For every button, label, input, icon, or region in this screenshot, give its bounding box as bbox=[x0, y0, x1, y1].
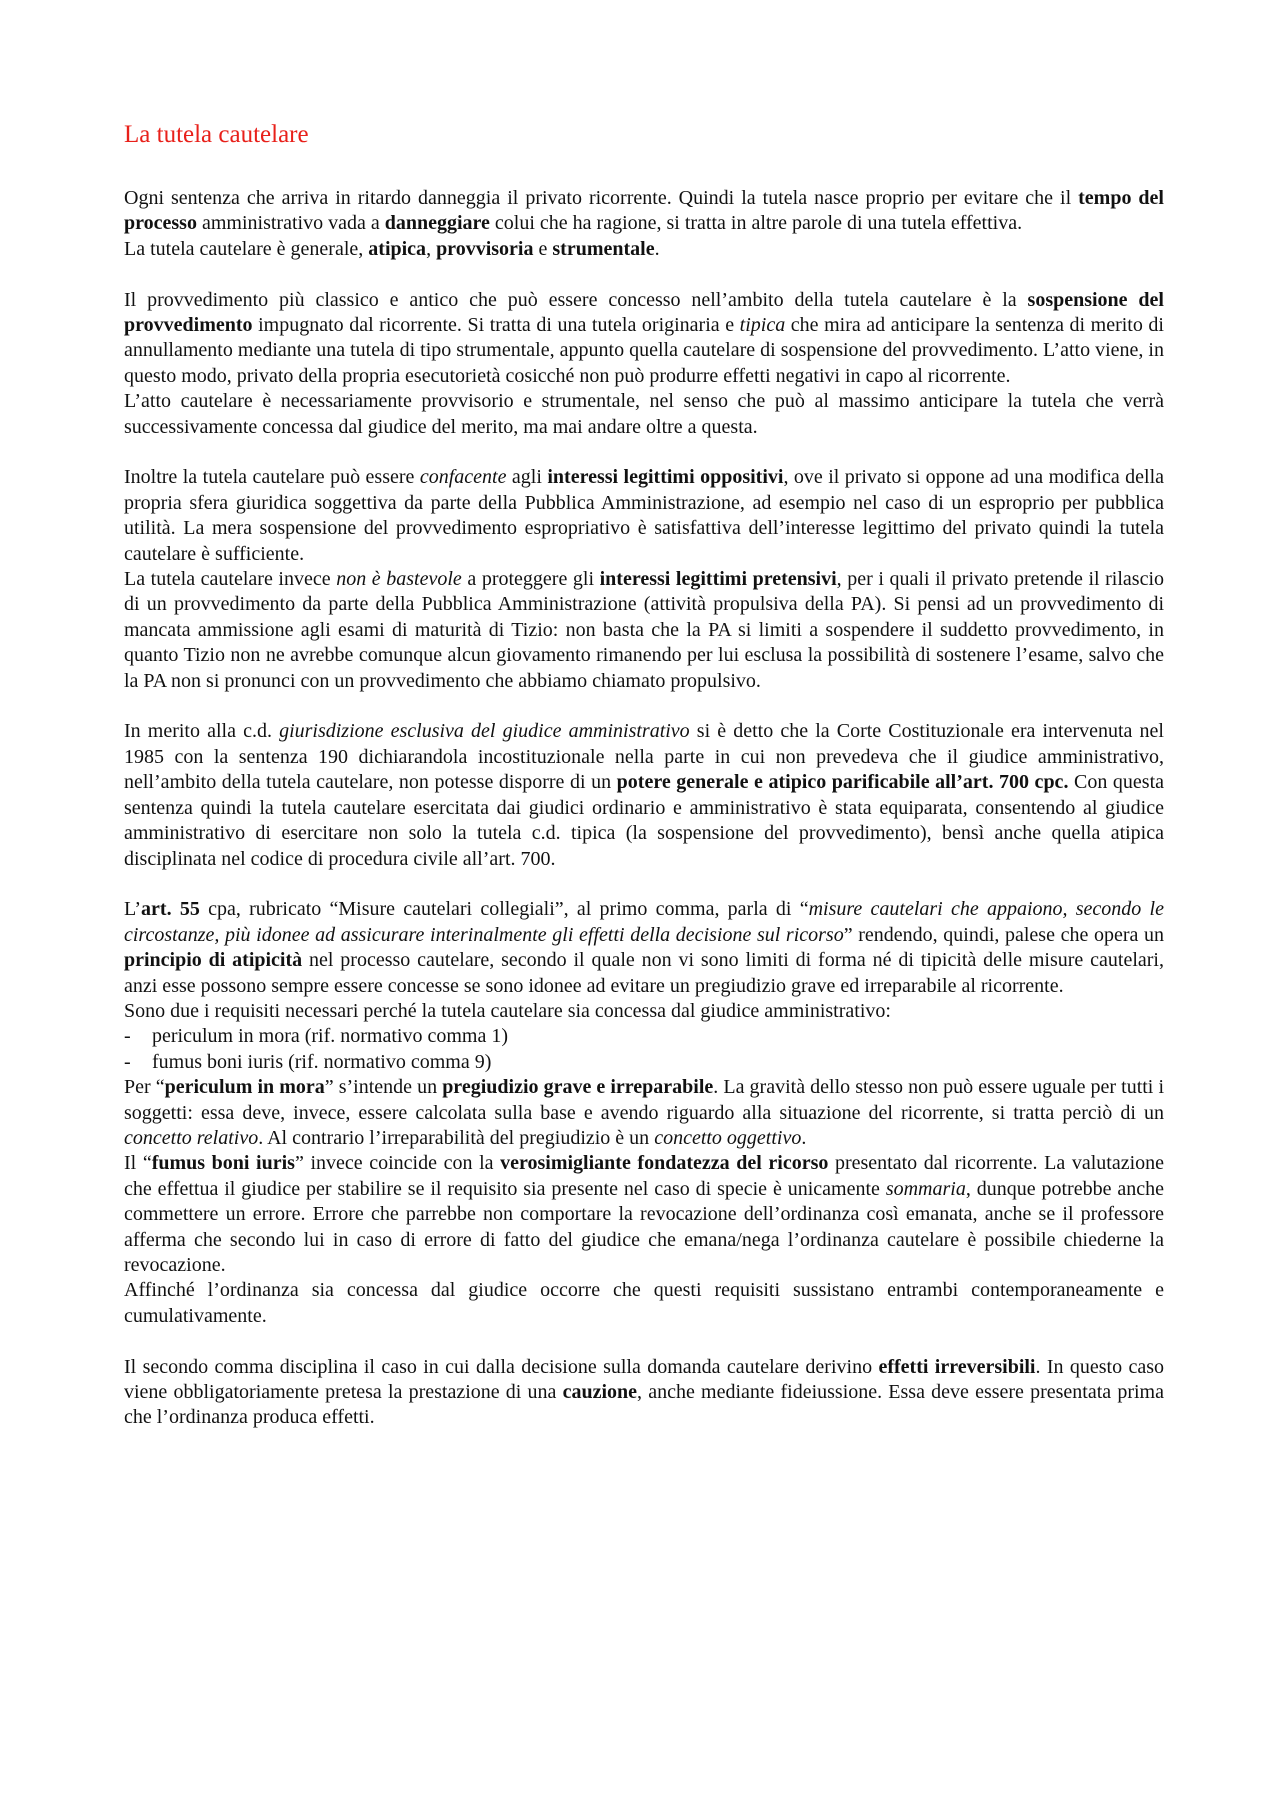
paragraph-art-55: L’art. 55 cpa, rubricato “Misure cautelari collegiali”, al primo comma, parla di “misure cautelari che appaiono, secondo le circostanze, più idonee ad assicurare interinalmente gli effetti della decisione sul ricorso” rendendo, quindi, palese che opera un principio di atipicità nel processo cautelare, secondo il quale non vi sono limiti di forma né di tipicità delle misure cautelari, anzi esse possono sempre essere concesse se sono idonee ad evitare un pregiudizio grave ed irreparabile al ricorrente. bbox=[124, 898, 1165, 997]
italic-term: giurisdizione esclusiva del giudice amministrativo bbox=[279, 720, 690, 743]
bold-term: sospensione del provvedimento bbox=[124, 288, 1164, 337]
paragraph-sospensione: Il provvedimento più classico e antico che può essere concesso nell’ambito della tutela cautelare è la sospensione del provvedimento impugnato dal ricorrente. Si tratta di una tutela originaria e tipica che mira ad anticipare la sentenza di merito di annullamento mediante una tutela di tipo strumentale, appunto quella cautelare di sospensione del provvedimento. L’atto viene, in questo modo, privato della propria esecutorietà cosicché non può produrre effetti negativi in capo al ricorrente. bbox=[124, 288, 1164, 387]
page-title: La tutela cautelare bbox=[124, 121, 309, 148]
bold-term: tempo del processo bbox=[124, 187, 1164, 235]
paragraph-oppositivi: Inoltre la tutela cautelare può essere confacente agli interessi legittimi oppositivi, ove il privato si oppone ad una modifica della propria sfera giuridica soggettiva da parte della Pubblica Amministrazione, ad esempio nel caso di un esproprio per pubblica utilità. La mera sospensione del provvedimento espropriativo è satisfattiva dell’interesse legittimo del privato quindi la tutela cautelare è sufficiente. bbox=[124, 466, 1165, 565]
bold-term: effetti irreversibili bbox=[878, 1355, 1036, 1378]
bold-term: principio di atipicità bbox=[124, 949, 303, 972]
bold-term: interessi legittimi oppositivi bbox=[547, 466, 784, 489]
paragraph-cumulativamente: Affinché l’ordinanza sia concessa dal giudice occorre che questi requisiti sussistano entrambi contemporaneamente e cumulativamente. bbox=[124, 1279, 1164, 1327]
italic-term: concetto relativo bbox=[124, 1126, 259, 1149]
paragraph-characteristics: La tutela cautelare è generale, atipica, provvisoria e strumentale. bbox=[124, 237, 660, 260]
bold-term: provvisoria bbox=[436, 237, 534, 260]
bold-term: cauzione bbox=[562, 1381, 638, 1404]
bold-term: periculum in mora bbox=[164, 1076, 325, 1099]
paragraph-fumus: Il “fumus boni iuris” invece coincide con la verosimigliante fondatezza del ricorso presentato dal ricorrente. La valutazione che effettua il giudice per stabilire se il requisito sia presente nel caso di specie è unicamente sommaria, dunque potrebbe anche commettere un errore. Errore che parrebbe non comportare la revocazione dell’ordinanza così emanata, anche se il professore afferma che secondo lui in caso di errore di fatto del giudice che emana/nega l’ordinanza cautelare è possibile chiederne la revocazione. bbox=[124, 1152, 1165, 1276]
bold-term: danneggiare bbox=[384, 212, 490, 235]
list-item bbox=[124, 1050, 1164, 1075]
list-dash: - bbox=[124, 1025, 131, 1048]
paragraph-periculum: Per “periculum in mora” s’intende un pregiudizio grave e irreparabile. La gravità dello stesso non può essere uguale per tutti i soggetti: essa deve, invece, essere calcolata sulla base e avendo riguardo alla situazione del ricorrente, si tratta perciò di un concetto relativo. Al contrario l’irreparabilità del pregiudizio è un concetto oggettivo. bbox=[124, 1076, 1164, 1149]
italic-term: tipica bbox=[739, 314, 786, 337]
list-item bbox=[124, 1024, 1164, 1049]
bold-term: fumus boni iuris bbox=[151, 1152, 295, 1175]
list-item-text: fumus boni iuris (rif. normativo comma 9) bbox=[152, 1050, 492, 1073]
bold-term: strumentale bbox=[552, 237, 655, 260]
italic-term: concetto oggettivo bbox=[654, 1126, 802, 1149]
paragraph-secondo-comma: Il secondo comma disciplina il caso in cui dalla decisione sulla domanda cautelare derivino effetti irreversibili. In questo caso viene obbligatoriamente pretesa la prestazione di una cauzione, anche mediante fideiussione. Essa deve essere presentata prima che l’ordinanza produca effetti. bbox=[124, 1355, 1164, 1429]
bold-term: interessi legittimi pretensivi bbox=[599, 568, 837, 591]
list-dash: - bbox=[124, 1050, 131, 1073]
list-item-text: periculum in mora (rif. normativo comma 1) bbox=[152, 1025, 509, 1048]
bold-term: art. 55 bbox=[141, 898, 200, 921]
italic-quote: misure cautelari che appaiono, secondo le circostanze, più idonee ad assicurare interinalmente gli effetti della decisione sul ricorso bbox=[124, 898, 1164, 946]
bold-term: pregiudizio grave e irreparabile bbox=[442, 1076, 714, 1099]
italic-term: sommaria bbox=[885, 1177, 966, 1200]
italic-term: confacente bbox=[419, 466, 507, 489]
document-body bbox=[124, 186, 1164, 1431]
paragraph-giurisdizione-esclusiva: In merito alla c.d. giurisdizione esclusiva del giudice amministrativo si è detto che la Corte Costituzionale era intervenuta nel 1985 con la sentenza 190 dichiarandola incostituzionale nella parte in cui non prevedeva che il giudice amministrativo, nell’ambito della tutela cautelare, non potesse disporre di un potere generale e atipico parificabile all’art. 700 cpc. Con questa sentenza quindi la tutela cautelare esercitata dai giudici ordinario e amministrativo è stata equiparata, consentendo al giudice amministrativo di esercitare non solo la tutela c.d. tipica (la sospensione del provvedimento), bensì anche quella atipica disciplinata nel codice di procedura civile all’art. 700. bbox=[124, 720, 1165, 870]
paragraph-pretensivi: La tutela cautelare invece non è bastevole a proteggere gli interessi legittimi pretensivi, per i quali il privato pretende il rilascio di un provvedimento da parte della Pubblica Amministrazione (attività propulsiva della PA). Si pensi ad un provvedimento di mancata ammissione agli esami di maturità di Tizio: non basta che la PA si limiti a sospendere il suddetto provvedimento, in quanto Tizio non ne avrebbe comunque alcun giovamento rimanendo per lui esclusa la possibilità di sostenere l’esame, salvo che la PA non si pronunci con un provvedimento che abbiamo chiamato propulsivo. bbox=[124, 568, 1165, 692]
bold-term: verosimigliante fondatezza del ricorso bbox=[500, 1152, 829, 1175]
paragraph-requisiti: Sono due i requisiti necessari perché la tutela cautelare sia concessa dal giudice amministrativo: bbox=[124, 999, 891, 1022]
bold-term: atipica bbox=[368, 237, 427, 260]
paragraph-intro: Ogni sentenza che arriva in ritardo danneggia il privato ricorrente. Quindi la tutela nasce proprio per evitare che il tempo del processo amministrativo vada a danneggiare colui che ha ragione, si tratta in altre parole di una tutela effettiva. bbox=[124, 187, 1164, 235]
bold-term: potere generale e atipico parificabile all’art. 700 cpc. bbox=[616, 771, 1069, 794]
paragraph-atto-cautelare: L’atto cautelare è necessariamente provvisorio e strumentale, nel senso che può al massimo anticipare la tutela che verrà successivamente concessa dal giudice del merito, ma mai andare oltre a questa. bbox=[124, 390, 1164, 438]
italic-term: non è bastevole bbox=[336, 568, 462, 591]
